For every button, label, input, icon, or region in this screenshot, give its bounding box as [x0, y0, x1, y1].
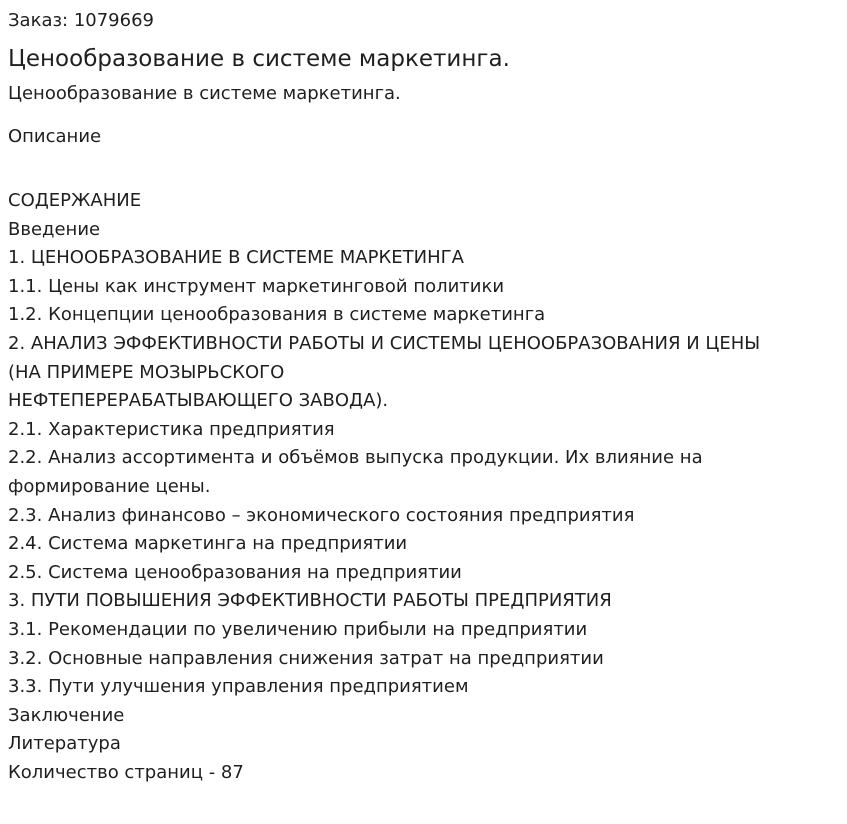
document-title: Ценообразование в системе маркетинга.: [8, 46, 510, 72]
toc-item: 3.1. Рекомендации по увеличению прибыли на предприятии: [8, 618, 588, 640]
toc-item: 2. АНАЛИЗ ЭФФЕКТИВНОСТИ РАБОТЫ И СИСТЕМЫ ЦЕНООБРАЗОВАНИЯ И ЦЕНЫ (НА ПРИМЕРЕ МОЗЫРЬСКОГО НЕФТЕПЕРЕРАБАТЫВАЮЩЕГО ЗАВОДА).: [8, 332, 761, 412]
document-subtitle: Ценообразование в системе маркетинга.: [8, 83, 401, 104]
page-count: Количество страниц - 87: [8, 761, 244, 783]
table-of-contents: [8, 187, 839, 759]
toc-item: 2.5. Система ценообразования на предприятии: [8, 561, 462, 583]
toc-item: 1.2. Концепции ценообразования в системе маркетинга: [8, 304, 546, 326]
order-number: Заказ: 1079669: [8, 10, 154, 31]
toc-item: 3.3. Пути улучшения управления предприятием: [8, 676, 469, 698]
toc-item: 2.3. Анализ финансово – экономического состояния предприятия: [8, 504, 635, 526]
toc-item: Заключение: [8, 704, 125, 726]
toc-item: 3.2. Основные направления снижения затрат на предприятии: [8, 647, 604, 669]
toc-item: 2.1. Характеристика предприятия: [8, 418, 335, 440]
description-label: Описание: [8, 126, 102, 147]
toc-item: 2.2. Анализ ассортимента и объёмов выпуска продукции. Их влияние на формирование цены.: [8, 447, 703, 497]
toc-item: 1. ЦЕНООБРАЗОВАНИЕ В СИСТЕМЕ МАРКЕТИНГА: [8, 247, 464, 269]
toc-item: 1.1. Цены как инструмент маркетинговой политики: [8, 275, 505, 297]
toc-item: Литература: [8, 733, 121, 755]
toc-item: 2.4. Система маркетинга на предприятии: [8, 533, 408, 555]
toc-item: СОДЕРЖАНИЕ: [8, 190, 142, 211]
toc-item: Введение: [8, 218, 101, 240]
toc-item: 3. ПУТИ ПОВЫШЕНИЯ ЭФФЕКТИВНОСТИ РАБОТЫ ПРЕДПРИЯТИЯ: [8, 590, 612, 612]
